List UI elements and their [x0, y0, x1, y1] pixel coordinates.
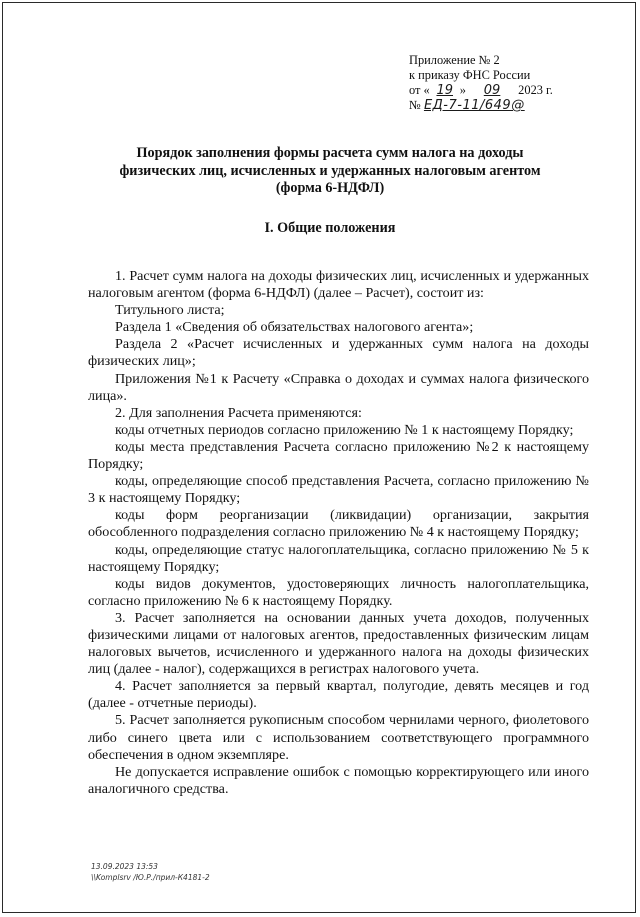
paragraph: 4. Расчет заполняется за первый квартал, полугодие, девять месяцев и год (далее - отчетные периоды). [88, 678, 589, 712]
approval-line-date [409, 83, 609, 98]
date-prefix: от « [409, 83, 430, 97]
paragraph: коды, определяющие статус налогоплательщика, согласно приложению № 5 к настоящему Порядку; [88, 541, 589, 575]
footer-timestamp: 13.09.2023 13:53 [91, 862, 158, 871]
paragraph: Приложения №1 к Расчету «Справка о доходах и суммах налога физического лица». [88, 370, 589, 404]
section-heading: I. Общие положения [264, 220, 396, 236]
handwritten-month: 09 [483, 83, 501, 98]
title-line-2: физических лиц, исчисленных и удержанных налоговым агентом [119, 162, 541, 179]
paragraph: 3. Расчет заполняется на основании данных учета доходов, полученных физическими лицами от налоговых агентов, предоставленных физическим лицам налоговых вычетов, исчисленного и удержанного налога на доходы физических лиц (далее - налог), содержащихся в регистрах налогового учета. [88, 609, 589, 678]
handwritten-order-number: ЕД-7-11/649@ [423, 98, 525, 113]
handwritten-day: 19 [436, 83, 454, 98]
paragraph: коды видов документов, удостоверяющих личность налогоплательщика, согласно приложению № 6 к настоящему Порядку. [88, 575, 589, 609]
paragraph: 1. Расчет сумм налога на доходы физических лиц, исчисленных и удержанных налоговым агентом (форма 6-НДФЛ) (далее – Расчет), состоит из: [88, 268, 589, 302]
paragraph: Раздела 2 «Расчет исчисленных и удержанных сумм налога на доходы физических лиц»; [88, 336, 589, 370]
paragraph: Не допускается исправление ошибок с помощью корректирующего или иного аналогичного средства. [88, 763, 589, 797]
title-line-1: Порядок заполнения формы расчета сумм налога на доходы [136, 145, 524, 161]
paragraph: коды, определяющие способ представления Расчета, согласно приложению № 3 к настоящему Порядку; [88, 473, 589, 507]
paragraph: коды форм реорганизации (ликвидации) организации, закрытия обособленного подразделения согласно приложению № 4 к настоящему Порядку; [88, 507, 589, 541]
document-title [100, 145, 560, 198]
paragraph: Титульного листа; [115, 302, 225, 319]
approval-line-order: к приказу ФНС России [409, 68, 531, 82]
title-line-3: (форма 6-НДФЛ) [275, 180, 385, 196]
date-mid: » [459, 83, 466, 97]
date-year: 2023 г. [518, 83, 553, 97]
document-body [88, 268, 589, 798]
paragraph: 2. Для заполнения Расчета применяются: [115, 404, 362, 421]
approval-stamp [409, 53, 609, 113]
approval-line-number [409, 98, 609, 113]
paragraph: коды отчетных периодов согласно приложению № 1 к настоящему Порядку; [115, 421, 574, 438]
footer-filepath: \\Komplsrv /Ю.Р./прил-К4181-2 [91, 873, 210, 882]
print-footer [91, 861, 210, 883]
paragraph: Раздела 1 «Сведения об обязательствах налогового агента»; [115, 319, 474, 336]
approval-line-appendix: Приложение № 2 [409, 53, 500, 67]
paragraph: коды места представления Расчета согласно приложению №2 к настоящему Порядку; [88, 438, 589, 473]
number-prefix: № [409, 98, 421, 112]
paragraph: 5. Расчет заполняется рукописным способом чернилами черного, фиолетового либо синего цвета или с использованием соответствующего программного обеспечения в одном экземпляре. [88, 712, 589, 763]
